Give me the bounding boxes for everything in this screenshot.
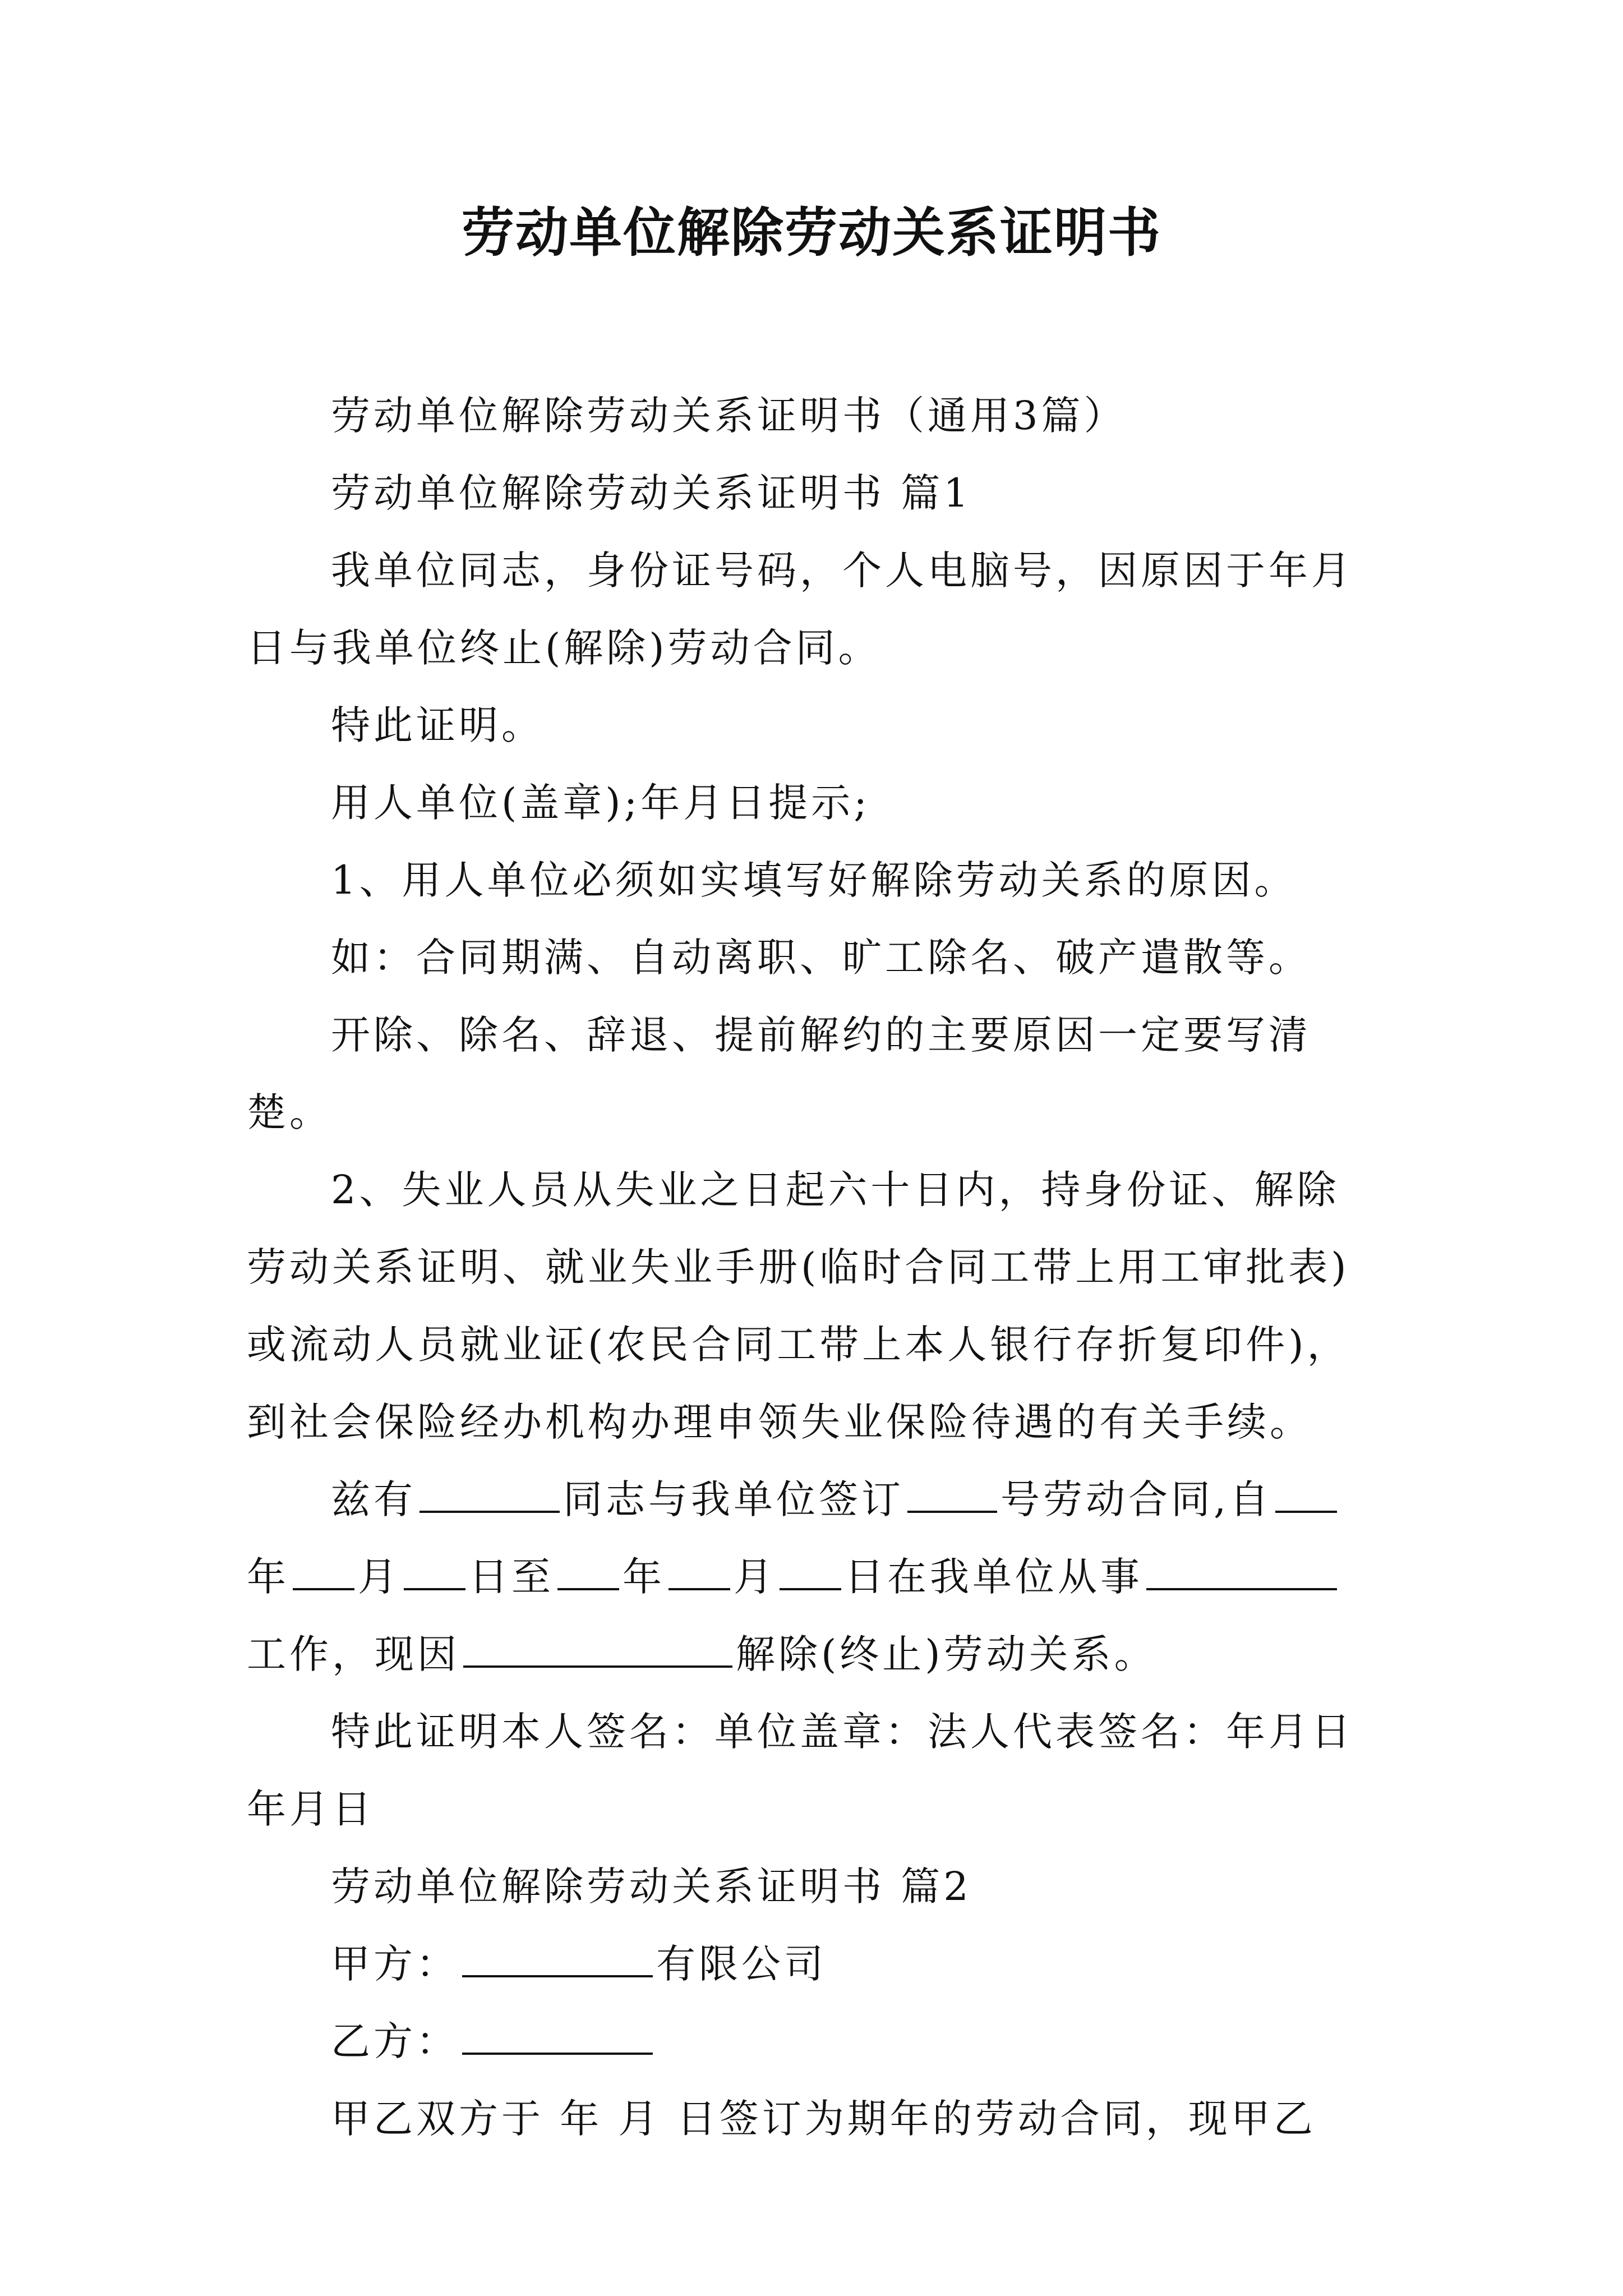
blank-start-year — [1275, 1477, 1337, 1513]
article1-paragraph-1: 我单位同志，身份证号码，个人电脑号，因原因于年月日与我单位终止(解除)劳动合同。 — [247, 547, 1354, 671]
article2-heading: 劳动单位解除劳动关系证明书 篇2 — [331, 1864, 972, 1910]
document-heading: 劳动单位解除劳动关系证明书（通用3篇） — [331, 393, 1127, 439]
blank-job — [1146, 1554, 1337, 1590]
party-a-suffix: 有限公司 — [656, 1941, 827, 1987]
article1-heading: 劳动单位解除劳动关系证明书 篇1 — [331, 470, 972, 516]
blank-contract-no — [907, 1477, 997, 1513]
fill-text-8: 月 — [734, 1554, 776, 1600]
blank-party-a — [462, 1941, 653, 1977]
article2-paragraph-1: 甲乙双方于 年 月 日签订为期年的劳动合同，现甲乙 — [331, 2096, 1316, 2142]
blank-end-year — [557, 1554, 619, 1590]
party-b-label: 乙方： — [331, 2018, 459, 2064]
blank-start-month — [293, 1554, 354, 1590]
fill-text-7: 年 — [623, 1554, 665, 1600]
article1-paragraph-4: 1、用人单位必须如实填写好解除劳动关系的原因。 — [331, 857, 1297, 903]
blank-end-day — [780, 1554, 841, 1590]
article1-paragraph-3: 用人单位(盖章);年月日提示; — [331, 780, 870, 826]
fill-text-10: 工作，现因 — [247, 1631, 460, 1677]
party-b-line — [247, 2003, 1374, 2080]
party-a-line — [247, 1925, 1374, 2003]
article1-paragraph-5: 如：合同期满、自动离职、旷工除名、破产遣散等。 — [331, 935, 1311, 981]
fill-text-3: 号劳动合同,自 — [1000, 1476, 1272, 1522]
fill-text-6: 日至 — [469, 1554, 554, 1600]
article1-paragraph-9: 特此证明本人签名：单位盖章：法人代表签名：年月日年月日 — [247, 1709, 1354, 1832]
document-title: 劳动单位解除劳动关系证明书 — [461, 202, 1161, 264]
fill-text-1: 兹有 — [331, 1476, 416, 1522]
fill-text-11: 解除(终止)劳动关系。 — [736, 1631, 1157, 1677]
blank-party-b — [462, 2019, 653, 2055]
party-a-label: 甲方： — [331, 1941, 459, 1987]
article1-paragraph-2: 特此证明。 — [331, 702, 544, 748]
blank-name — [419, 1477, 560, 1513]
fill-text-2: 同志与我单位签订 — [563, 1476, 904, 1522]
blank-start-day — [404, 1554, 465, 1590]
fill-text-9: 日在我单位从事 — [845, 1554, 1143, 1600]
fill-text-4: 年 — [247, 1554, 289, 1600]
fill-text-5: 月 — [358, 1554, 400, 1600]
blank-reason — [463, 1632, 732, 1668]
blank-end-month — [668, 1554, 730, 1590]
article1-paragraph-6: 开除、除名、辞退、提前解约的主要原因一定要写清楚。 — [247, 1012, 1311, 1135]
document-body — [247, 377, 1374, 2157]
article1-paragraph-8 — [247, 1461, 1374, 1693]
article1-paragraph-7: 2、失业人员从失业之日起六十日内，持身份证、解除劳动关系证明、就业失业手册(临时合同工带上用工审批表)或流动人员就业证(农民合同工带上本人银行存折复印件)，到社会保险经办机构办理申领失业保险待遇的有关手续。 — [247, 1167, 1350, 1445]
